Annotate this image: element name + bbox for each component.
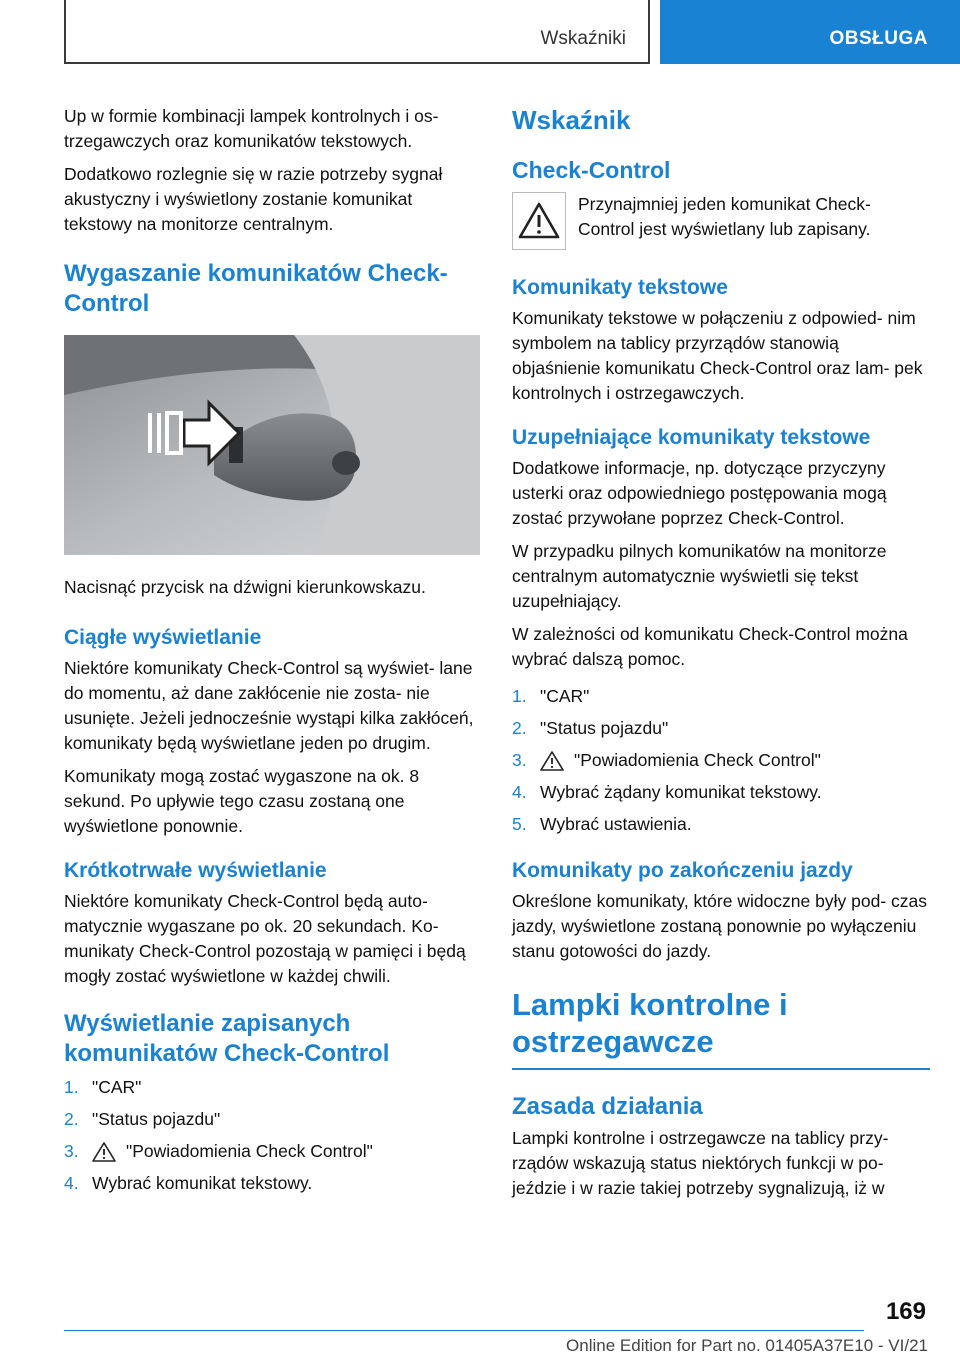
warning-triangle-icon [518,202,560,240]
step-text: Wybrać ustawienia. [540,814,692,834]
heading-after-drive-messages: Komunikaty po zakończeniu jazdy [512,859,853,882]
list-item [512,748,930,773]
intro-paragraph-2: Dodatkowo rozlegnie się w razie potrzeby sygnał akustyczny i wyświetlony zostanie komunikat tekstowy na monitorze centralnym. [64,164,443,234]
footer-divider [64,1330,864,1331]
continuous-paragraph-2: Komunikaty mogą zostać wygaszone na ok. 8 sekund. Po upływie tego czasu zostaną one wyświetlone ponownie. [64,766,420,836]
step-number: 1. [512,686,527,706]
list-item [512,812,930,837]
step-text: "CAR" [540,686,590,706]
text-messages-paragraph: Komunikaty tekstowe w połączeniu z odpowied‐ nim symbolem na tablicy przyrządów stanowią objaśnienie komunikatu Check-Control oraz lam‐ pek kontrolnych i ostrzegawczych. [512,308,923,403]
supplementary-paragraph-3: W zależności od komunikatu Check-Control można wybrać dalszą pomoc. [512,624,908,669]
turn-signal-lever-photo [64,335,480,555]
supplementary-steps [512,684,930,837]
check-control-symbol [512,192,566,250]
step-number: 3. [64,1141,79,1161]
heading-operating-principle: Zasada działania [512,1093,703,1120]
section-divider [512,1068,930,1070]
supplementary-paragraph-1: Dodatkowe informacje, np. dotyczące przyczyny usterki oraz odpowiedniego postępowania mogą zostać przywołane poprzez Check-Control. [512,458,887,528]
heading-indicator-lamps: Lampki kontrolne i ostrzegawcze [512,987,788,1059]
step-text: "Status pojazdu" [92,1109,221,1129]
heading-continuous-display: Ciągłe wyświetlanie [64,626,262,649]
short-display-paragraph: Niektóre komunikaty Check-Control będą auto‐ matycznie wygaszane po ok. 20 sekundach. Ko‐ munikaty Check-Control pozostają w pamięci i będą mogły zostać wyświetlone w każdej chwili. [64,891,466,986]
photo-caption: Nacisnąć przycisk na dźwigni kierunkowskazu. [64,577,426,597]
left-column [64,104,482,1204]
after-drive-paragraph: Określone komunikaty, które widoczne były pod‐ czas jazdy, wyświetlone zostaną ponownie po wyłączeniu stanu gotowości do jazdy. [512,891,927,961]
header-chapter-tab [660,0,960,64]
header-section-box [64,0,650,64]
list-item [512,780,930,805]
step-number: 2. [64,1109,79,1129]
step-number: 4. [512,782,527,802]
list-item [64,1171,482,1196]
header-section-title: Wskaźniki [540,28,626,49]
heading-supplementary-messages: Uzupełniające komunikaty tekstowe [512,426,871,449]
supplementary-paragraph-2: W przypadku pilnych komunikatów na monitorze centralnym automatycznie wyświetli się tekst uzupełniający. [512,541,887,611]
page-number: 169 [885,1298,926,1325]
saved-messages-steps [64,1075,482,1196]
heading-hide-messages: Wygaszanie komunikatów Check-Control [64,260,448,317]
operating-principle-paragraph: Lampki kontrolne i ostrzegawcze na tablicy przy‐ rządów wskazują status niektórych funkcji w po‐ jeździe i w razie takiej potrzeby sygnalizują, iż w [512,1128,889,1198]
warning-triangle-icon [540,751,564,771]
list-item [512,684,930,709]
check-control-description: Przynajmniej jeden komunikat Check- Control jest wyświetlany lub zapisany. [578,194,871,239]
right-column [512,104,930,1209]
step-number: 4. [64,1173,79,1193]
list-item [64,1075,482,1100]
header-chapter-label: OBSŁUGA [829,28,928,49]
step-text: Wybrać komunikat tekstowy. [92,1173,313,1193]
step-text: Wybrać żądany komunikat tekstowy. [540,782,822,802]
check-control-callout [512,192,930,250]
step-number: 2. [512,718,527,738]
footer-edition: Online Edition for Part no. 01405A37E10 - VI/21 [566,1336,928,1355]
step-number: 5. [512,814,527,834]
warning-triangle-icon [92,1142,116,1162]
step-text: "Powiadomienia Check Control" [574,750,821,770]
list-item [64,1107,482,1132]
step-text: "CAR" [92,1077,142,1097]
step-text: "Powiadomienia Check Control" [126,1141,373,1161]
continuous-paragraph-1: Niektóre komunikaty Check-Control są wyświet‐ lane do momentu, aż dane zakłócenie nie zosta‐ nie usunięte. Jeżeli jednocześnie wystąpi kilka zakłóceń, komunikaty będą wyświetlane jeden po drugim. [64,658,474,753]
intro-paragraph-1: Up w formie kombinacji lampek kontrolnych i os‐ trzegawczych oraz komunikatów tekstowych. [64,106,439,151]
list-item [512,716,930,741]
heading-text-messages: Komunikaty tekstowe [512,276,728,299]
heading-short-display: Krótkotrwałe wyświetlanie [64,859,327,882]
step-text: "Status pojazdu" [540,718,669,738]
step-number: 1. [64,1077,79,1097]
list-item [64,1139,482,1164]
heading-indicator: Wskaźnik [512,105,631,135]
step-number: 3. [512,750,527,770]
heading-check-control: Check-Control [512,157,671,183]
heading-saved-messages: Wyświetlanie zapisanych komunikatów Check-Control [64,1010,390,1067]
